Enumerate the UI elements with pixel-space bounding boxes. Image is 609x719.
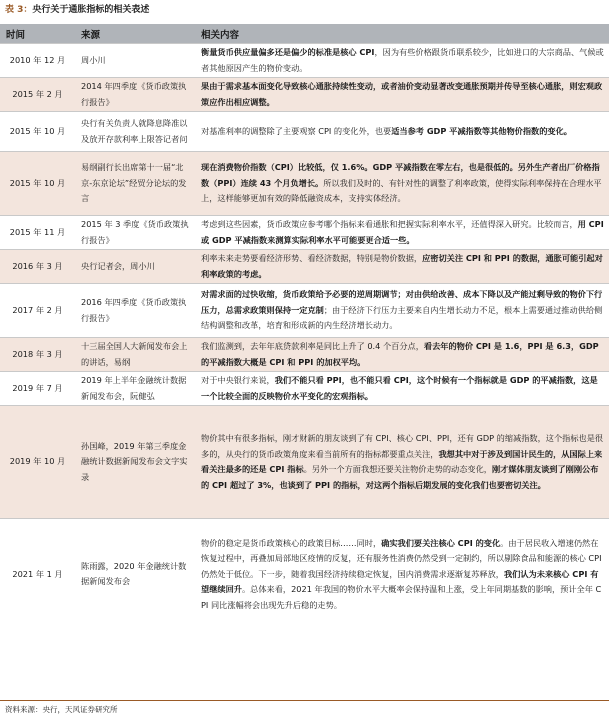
row-content — [195, 112, 609, 152]
row-content — [195, 372, 609, 406]
content-emphasis: 我们认为未来核心 CPI 有望继续回升 — [201, 568, 599, 594]
caption-text: 央行关于通胀指标的相关表述 — [32, 5, 150, 15]
content-emphasis: 看去年的物价 CPI 是 1.6，PPI 是 6.3，GDP 的平减指数大概是 CPI 和 PPI 的加权平均。 — [201, 341, 599, 367]
content-text: ，因为有些价格跟货币联系较少，比如进口的大宗商品、气候或者其他原因产生的物价变动。 — [201, 47, 604, 73]
table-row — [0, 152, 609, 216]
table-row — [0, 216, 609, 250]
content-emphasis: 用 CPI 或 GDP 平减指数来测算实际利率水平可能要更合适一些。 — [201, 219, 604, 245]
content-emphasis: 我想其中对于涉及到国计民生的，从国际上来看关注最多的还是 CPI 指标 — [201, 448, 603, 474]
row-time: 2016 年 3 月 — [0, 250, 75, 284]
content-text: 。由于居民收入增速仍然在恢复过程中，再叠加局部地区疫情的反复，还有服务性消费仍然受到一定制约，所以剔除食品和能源的核心 CPI 仍然处于低位。下一步，随着我国经济持续稳定恢复，国内消费需求逐渐复苏释放， — [201, 537, 602, 579]
row-content — [195, 284, 609, 338]
row-time: 2015 年 11 月 — [0, 216, 75, 250]
row-content — [195, 78, 609, 112]
table-row — [0, 372, 609, 406]
content-emphasis: 果由于需求基本面变化导致核心通胀持续性变动，或者油价变动显著改变通胀预期并传导至核心通胀，则宏观政策应作出相应调整。 — [201, 81, 603, 107]
row-source: 2016 年四季度《货币政策执行报告》 — [75, 284, 195, 338]
header-time: 时间 — [0, 24, 75, 44]
row-source: 陈雨露，2020 年金融统计数据新闻发布会 — [75, 519, 195, 630]
header-source: 来源 — [75, 24, 195, 44]
table-row — [0, 284, 609, 338]
row-source: 十三届全国人大新闻发布会上的讲话，易纲 — [75, 338, 195, 372]
table-header-row — [0, 24, 609, 44]
row-source: 2014 年四季度《货币政策执行报告》 — [75, 78, 195, 112]
row-time: 2010 年 12 月 — [0, 44, 75, 78]
content-emphasis: 现在消费物价指数（CPI）比较低，仅 1.6%。GDP 平减指数在零左右，也是很低的。另外生产者出厂价格指数（PPI）连续 43 个月负增长。 — [201, 162, 600, 188]
content-emphasis: 我们不能只看 PPI，也不能只看 CPI，这个时候有一个指标就是 GDP 的平减指数，这是一个比较全面的反映物价水平变化的宏观指标。 — [201, 375, 598, 401]
row-time: 2018 年 3 月 — [0, 338, 75, 372]
content-text: 利率未来走势要看经济形势、看经济数据，特别是物价数据， — [201, 253, 423, 263]
row-source: 2019 年上半年金融统计数据新闻发布会，阮健弘 — [75, 372, 195, 406]
content-emphasis: 确实我们要关注核心 CPI 的变化 — [381, 537, 501, 548]
table-row — [0, 338, 609, 372]
content-text: 考虑到这些因素，货币政策应参考哪个指标来看通胀和把握实际利率水平，还值得深入研究。比较而言， — [201, 219, 578, 229]
content-text: ；由于经济下行压力主要来自内生增长动力不足，根本上需要通过推动供给侧结构调整和改革，培育和形成新的内生经济增长动力。 — [201, 304, 603, 331]
bottom-divider — [0, 700, 609, 701]
content-text: 物价的稳定是货币政策核心的政策目标……同时， — [201, 537, 382, 548]
row-time: 2019 年 7 月 — [0, 372, 75, 406]
content-emphasis: 适当参考 GDP 平减指数等其他物价指数的变化。 — [391, 125, 572, 136]
content-text: 。总体来看，2021 年我国的物价水平大概率会保持温和上涨，受上年同期基数的影响，预计全年 CPI 同比涨幅将会出现先升后稳的走势。 — [201, 584, 602, 610]
row-time: 2019 年 10 月 — [0, 406, 75, 519]
content-text: 物价其中有很多指标，刚才财新的朋友谈到了有 CPI、核心 CPI、PPI，还有 GDP 的缩减指数，这个指标也是很多的，从央行的货币政策角度来看当前所有的指标都要重点关注， — [201, 433, 604, 459]
content-emphasis: 衡量货币供应量偏多还是偏少的标准是核心 CPI — [201, 47, 375, 57]
table-caption — [0, 0, 609, 20]
row-source: 2015 年 3 季度《货币政策执行报告》 — [75, 216, 195, 250]
row-source: 孙国峰，2019 年第三季度金融统计数据新闻发布会文字实录 — [75, 406, 195, 519]
content-text: 。另外一个方面我想还要关注物价走势的动态变化， — [303, 464, 492, 474]
row-source: 周小川 — [75, 44, 195, 78]
row-content — [195, 406, 609, 519]
table-row — [0, 519, 609, 630]
table-row — [0, 250, 609, 284]
row-content — [195, 519, 609, 630]
content-text: 对于中央银行来说， — [201, 375, 275, 385]
row-source: 易纲副行长出席第十一届“北京-东京论坛”经贸分论坛的发言 — [75, 152, 195, 216]
policy-statements-table — [0, 24, 609, 630]
row-content — [195, 152, 609, 216]
content-emphasis: 应密切关注 CPI 和 PPI 的数据，通胀可能引起对利率政策的考虑。 — [201, 253, 603, 279]
table-row — [0, 112, 609, 152]
row-content — [195, 250, 609, 284]
row-time: 2015 年 2 月 — [0, 78, 75, 112]
row-time: 2021 年 1 月 — [0, 519, 75, 630]
table-row — [0, 78, 609, 112]
caption-label: 表 3： — [5, 5, 33, 15]
content-text: 我们监测到，去年年底贷款利率是同比上升了 0.4 个百分点， — [201, 341, 424, 351]
content-emphasis: 对需求面的过快收缩，货币政策给予必要的逆周期调节；对由供给改善、成本下降以及产能过剩导致的物价下行压力，总需求政策则保持一定克制 — [201, 289, 603, 315]
header-content: 相关内容 — [195, 24, 609, 44]
content-text: 所以我们及时的、有针对性的调整了利率政策，使得实际利率保持在合理水平上，这样能够更加有效的降低融资成本，支持实体经济。 — [201, 177, 602, 204]
content-text: 对基准利率的调整除了主要观察 CPI 的变化外，也要 — [201, 125, 392, 136]
row-content — [195, 338, 609, 372]
row-source: 央行有关负责人就降息降准以及放开存款利率上限答记者问 — [75, 112, 195, 152]
row-time: 2015 年 10 月 — [0, 112, 75, 152]
content-emphasis: 刚才媒体朋友谈到了刚刚公布的 CPI 超过了 3%，也谈到了 PPI 的指标，对这两个指标后期发展的变化我们也要密切关注。 — [201, 464, 599, 490]
row-content — [195, 44, 609, 78]
source-note: 资料来源：央行，天风证券研究所 — [5, 705, 118, 714]
row-source: 央行记者会，周小川 — [75, 250, 195, 284]
row-time: 2015 年 10 月 — [0, 152, 75, 216]
row-time: 2017 年 2 月 — [0, 284, 75, 338]
table-row — [0, 44, 609, 78]
row-content — [195, 216, 609, 250]
table-row — [0, 406, 609, 519]
